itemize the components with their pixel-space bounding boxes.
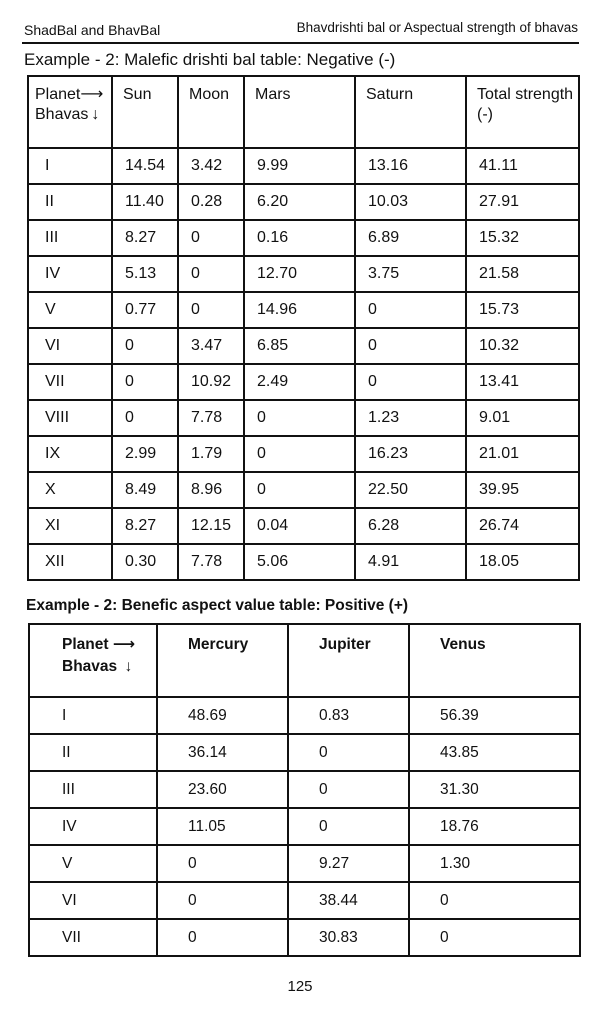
- value-cell: 15.73: [466, 292, 579, 328]
- value-cell: 0: [355, 292, 466, 328]
- planet-label: Planet: [35, 86, 81, 103]
- value-cell: 30.83: [288, 919, 409, 956]
- value-cell: 14.54: [112, 148, 178, 184]
- value-cell: 2.99: [112, 436, 178, 472]
- value-cell: 7.78: [178, 544, 244, 580]
- table-row: [28, 184, 579, 220]
- value-cell: 7.78: [178, 400, 244, 436]
- value-cell: 2.49: [244, 364, 355, 400]
- value-cell: 0: [157, 882, 288, 919]
- bhava-cell: VI: [29, 882, 157, 919]
- value-cell: 15.32: [466, 220, 579, 256]
- value-cell: 0: [244, 436, 355, 472]
- value-cell: 9.01: [466, 400, 579, 436]
- table-row: [29, 808, 580, 845]
- bhava-cell: VII: [28, 364, 112, 400]
- column-header: Mars: [244, 76, 355, 148]
- table-row: [29, 919, 580, 956]
- column-header: Venus: [409, 624, 580, 697]
- bhavas-label: Bhavas: [35, 106, 89, 123]
- table-header-row: [28, 76, 579, 148]
- value-cell: 43.85: [409, 734, 580, 771]
- value-cell: 10.03: [355, 184, 466, 220]
- value-cell: 0: [112, 364, 178, 400]
- value-cell: 18.05: [466, 544, 579, 580]
- value-cell: 13.16: [355, 148, 466, 184]
- value-cell: 14.96: [244, 292, 355, 328]
- right-arrow-icon: ⟶: [80, 86, 104, 103]
- value-cell: 56.39: [409, 697, 580, 734]
- value-cell: 41.11: [466, 148, 579, 184]
- column-header: Moon: [178, 76, 244, 148]
- value-cell: 11.40: [112, 184, 178, 220]
- bhava-cell: VIII: [28, 400, 112, 436]
- value-cell: 0.04: [244, 508, 355, 544]
- bhava-cell: I: [28, 148, 112, 184]
- value-cell: 0: [288, 734, 409, 771]
- table-row: [28, 472, 579, 508]
- bhava-cell: VI: [28, 328, 112, 364]
- bhava-cell: V: [29, 845, 157, 882]
- planet-label: Planet: [62, 636, 109, 653]
- value-cell: 8.49: [112, 472, 178, 508]
- value-cell: 12.15: [178, 508, 244, 544]
- value-cell: 3.42: [178, 148, 244, 184]
- value-cell: 0.28: [178, 184, 244, 220]
- value-cell: 26.74: [466, 508, 579, 544]
- value-cell: 18.76: [409, 808, 580, 845]
- table-row: [29, 882, 580, 919]
- right-arrow-icon: ⟶: [112, 636, 136, 653]
- bhava-cell: II: [28, 184, 112, 220]
- value-cell: 10.32: [466, 328, 579, 364]
- value-cell: 0.30: [112, 544, 178, 580]
- table-row: [29, 734, 580, 771]
- value-cell: 0: [178, 292, 244, 328]
- running-header-left: ShadBal and BhavBal: [24, 22, 161, 38]
- down-arrow-icon: ↓: [124, 658, 133, 676]
- column-header: Total strength (-): [466, 76, 579, 148]
- value-cell: 0: [157, 919, 288, 956]
- value-cell: 0: [288, 771, 409, 808]
- benefic-table-title: Example - 2: Benefic aspect value table: Positive (+): [26, 597, 409, 614]
- benefic-aspect-table: [28, 623, 581, 957]
- value-cell: 0: [288, 808, 409, 845]
- corner-header-cell: [28, 76, 112, 148]
- value-cell: 8.27: [112, 508, 178, 544]
- table-row: [28, 328, 579, 364]
- value-cell: 11.05: [157, 808, 288, 845]
- value-cell: 0: [112, 328, 178, 364]
- bhava-cell: IX: [28, 436, 112, 472]
- value-cell: 0: [244, 400, 355, 436]
- value-cell: 0: [157, 845, 288, 882]
- value-cell: 1.30: [409, 845, 580, 882]
- table-header-row: [29, 624, 580, 697]
- value-cell: 5.06: [244, 544, 355, 580]
- table-row: [28, 364, 579, 400]
- table-row: [28, 508, 579, 544]
- value-cell: 27.91: [466, 184, 579, 220]
- malefic-drishti-table: [27, 75, 580, 581]
- bhava-cell: III: [28, 220, 112, 256]
- table-row: [28, 436, 579, 472]
- value-cell: 8.27: [112, 220, 178, 256]
- table-row: [28, 148, 579, 184]
- bhava-cell: XII: [28, 544, 112, 580]
- column-header: Saturn: [355, 76, 466, 148]
- bhava-cell: I: [29, 697, 157, 734]
- value-cell: 23.60: [157, 771, 288, 808]
- column-header: Mercury: [157, 624, 288, 697]
- value-cell: 0: [409, 919, 580, 956]
- bhava-cell: X: [28, 472, 112, 508]
- table-body: [29, 697, 580, 956]
- table-row: [28, 544, 579, 580]
- value-cell: 6.89: [355, 220, 466, 256]
- value-cell: 3.47: [178, 328, 244, 364]
- bhava-cell: XI: [28, 508, 112, 544]
- value-cell: 38.44: [288, 882, 409, 919]
- bhava-cell: IV: [29, 808, 157, 845]
- value-cell: 22.50: [355, 472, 466, 508]
- value-cell: 6.20: [244, 184, 355, 220]
- value-cell: 9.99: [244, 148, 355, 184]
- bhava-cell: III: [29, 771, 157, 808]
- bhavas-label: Bhavas: [62, 658, 118, 676]
- value-cell: 0: [112, 400, 178, 436]
- value-cell: 6.28: [355, 508, 466, 544]
- value-cell: 13.41: [466, 364, 579, 400]
- value-cell: 10.92: [178, 364, 244, 400]
- corner-header-cell: [29, 624, 157, 697]
- value-cell: 48.69: [157, 697, 288, 734]
- value-cell: 0: [355, 364, 466, 400]
- value-cell: 5.13: [112, 256, 178, 292]
- bhava-cell: II: [29, 734, 157, 771]
- value-cell: 21.58: [466, 256, 579, 292]
- malefic-table-title: Example - 2: Malefic drishti bal table: Negative (-): [24, 50, 396, 69]
- bhava-cell: IV: [28, 256, 112, 292]
- value-cell: 31.30: [409, 771, 580, 808]
- table-row: [28, 400, 579, 436]
- table-row: [28, 292, 579, 328]
- value-cell: 3.75: [355, 256, 466, 292]
- value-cell: 0: [178, 256, 244, 292]
- page-number: 125: [287, 978, 313, 995]
- bhava-cell: VII: [29, 919, 157, 956]
- value-cell: 0: [244, 472, 355, 508]
- value-cell: 0.16: [244, 220, 355, 256]
- table-body: [28, 148, 579, 580]
- down-arrow-icon: ↓: [91, 106, 100, 123]
- running-header-right: Bhavdrishti bal or Aspectual strength of bhavas: [296, 20, 578, 35]
- header-divider: [22, 42, 579, 44]
- value-cell: 8.96: [178, 472, 244, 508]
- value-cell: 6.85: [244, 328, 355, 364]
- column-header: Sun: [112, 76, 178, 148]
- column-header: Jupiter: [288, 624, 409, 697]
- table-row: [28, 220, 579, 256]
- value-cell: 0: [355, 328, 466, 364]
- table-row: [29, 771, 580, 808]
- value-cell: 36.14: [157, 734, 288, 771]
- value-cell: 0: [409, 882, 580, 919]
- value-cell: 39.95: [466, 472, 579, 508]
- table-row: [29, 697, 580, 734]
- value-cell: 9.27: [288, 845, 409, 882]
- value-cell: 0.77: [112, 292, 178, 328]
- table-row: [29, 845, 580, 882]
- value-cell: 0: [178, 220, 244, 256]
- value-cell: 4.91: [355, 544, 466, 580]
- bhava-cell: V: [28, 292, 112, 328]
- table-row: [28, 256, 579, 292]
- value-cell: 21.01: [466, 436, 579, 472]
- value-cell: 16.23: [355, 436, 466, 472]
- value-cell: 0.83: [288, 697, 409, 734]
- value-cell: 12.70: [244, 256, 355, 292]
- value-cell: 1.23: [355, 400, 466, 436]
- value-cell: 1.79: [178, 436, 244, 472]
